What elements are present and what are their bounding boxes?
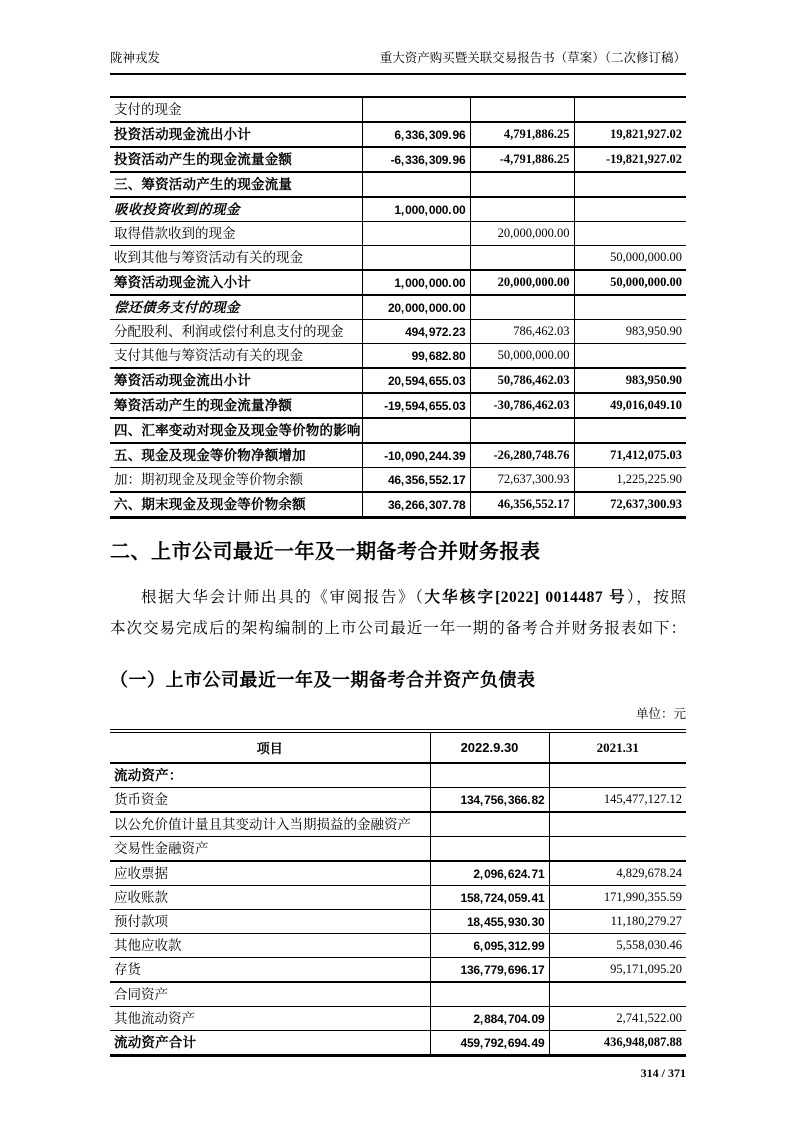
value-2022 <box>430 837 549 862</box>
row-label: 应收账款 <box>110 886 430 910</box>
table-row <box>110 147 686 172</box>
row-label: 货币资金 <box>110 788 430 813</box>
paragraph-text: 根据大华会计师出具的《审阅报告》（ <box>141 589 425 606</box>
row-label: 分配股利、利润或偿付利息支付的现金 <box>110 320 362 344</box>
row-label: 六、期末现金及现金等价物余额 <box>110 492 362 518</box>
row-label: 取得借款收到的现金 <box>110 222 362 246</box>
value-col1: -6, 336, 309. 96 <box>362 147 470 172</box>
value-col3: 19,821,927.02 <box>574 122 686 147</box>
value-col2: 4,791,886.25 <box>470 122 574 147</box>
row-label: 其他应收款 <box>110 934 430 958</box>
value-col2: -30,786,462.03 <box>470 393 574 418</box>
table-row <box>110 222 686 246</box>
value-2021: 4,829,678.24 <box>549 861 686 886</box>
table-row <box>110 443 686 468</box>
value-2022 <box>430 982 549 1007</box>
value-2022: 2, 096, 624. 71 <box>430 861 549 886</box>
value-col2: 20,000,000.00 <box>470 270 574 295</box>
table-row <box>110 910 686 934</box>
table-row <box>110 788 686 813</box>
value-col1 <box>362 222 470 246</box>
value-col3 <box>574 222 686 246</box>
value-col3: 983,950.90 <box>574 368 686 393</box>
value-2021 <box>549 982 686 1007</box>
table-row <box>110 837 686 862</box>
row-label: 其他流动资产 <box>110 1007 430 1031</box>
row-label: 投资活动现金流出小计 <box>110 122 362 147</box>
row-label: 投资活动产生的现金流量金额 <box>110 147 362 172</box>
value-2021 <box>549 837 686 862</box>
row-label: 筹资活动现金流入小计 <box>110 270 362 295</box>
row-label: 吸收投资收到的现金 <box>110 197 362 222</box>
value-col1: 20, 594, 655. 03 <box>362 368 470 393</box>
value-col1: 99, 682. 80 <box>362 344 470 369</box>
value-2021: 5,558,030.46 <box>549 934 686 958</box>
column-header-2021: 2021.31 <box>549 731 686 763</box>
row-label: 加：期初现金及现金等价物余额 <box>110 468 362 493</box>
paragraph-line-2: 本次交易完成后的架构编制的上市公司最近一年一期的备考合并财务报表如下： <box>110 620 686 637</box>
value-2021 <box>549 763 686 788</box>
table-row-section <box>110 418 686 443</box>
unit-note: 单位：元 <box>635 707 686 721</box>
table-row <box>110 270 686 295</box>
table-row <box>110 982 686 1007</box>
value-col2: 50,000,000.00 <box>470 344 574 369</box>
table-row-section <box>110 763 686 788</box>
value-col2: 46,356,552.17 <box>470 492 574 518</box>
table-row <box>110 122 686 147</box>
value-2022 <box>430 763 549 788</box>
row-label: 三、筹资活动产生的现金流量 <box>110 172 362 197</box>
table-row <box>110 295 686 320</box>
row-label: 流动资产合计 <box>110 1031 430 1056</box>
value-2021: 95,171,095.20 <box>549 958 686 983</box>
table-row <box>110 468 686 493</box>
value-2022: 2, 884, 704. 09 <box>430 1007 549 1031</box>
value-col3: 983,950.90 <box>574 320 686 344</box>
report-number-bold: 大华核字[2022] 0014487 号 <box>424 589 627 606</box>
value-col2: -26,280,748.76 <box>470 443 574 468</box>
value-col2: 786,462.03 <box>470 320 574 344</box>
table-row <box>110 934 686 958</box>
value-col3 <box>574 197 686 222</box>
value-col1: 494, 972. 23 <box>362 320 470 344</box>
table-row <box>110 320 686 344</box>
value-col2 <box>470 172 574 197</box>
value-2022: 6, 095, 312. 99 <box>430 934 549 958</box>
section-heading: 二、上市公司最近一年及一期备考合并财务报表 <box>110 541 541 563</box>
value-col1 <box>362 97 470 122</box>
value-2022: 158, 724, 059. 41 <box>430 886 549 910</box>
table-row <box>110 812 686 837</box>
row-label: 流动资产： <box>110 763 430 788</box>
header-company-name: 陇神戎发 <box>110 51 161 65</box>
value-col1 <box>362 172 470 197</box>
column-header-item: 项目 <box>110 731 430 763</box>
value-col1: -10, 090, 244. 39 <box>362 443 470 468</box>
row-label: 支付的现金 <box>110 97 362 122</box>
value-2021 <box>549 812 686 837</box>
row-label: 应收票据 <box>110 861 430 886</box>
row-label: 交易性金融资产 <box>110 837 430 862</box>
value-col1: 36, 266, 307. 78 <box>362 492 470 518</box>
table-row <box>110 861 686 886</box>
value-col3: 1,225,225.90 <box>574 468 686 493</box>
value-col3 <box>574 295 686 320</box>
value-col3 <box>574 97 686 122</box>
row-label: 偿还债务支付的现金 <box>110 295 362 320</box>
value-2021: 2,741,522.00 <box>549 1007 686 1031</box>
value-col1 <box>362 246 470 271</box>
value-col3: 50,000,000.00 <box>574 270 686 295</box>
value-col2 <box>470 418 574 443</box>
value-col1: 46, 356, 552. 17 <box>362 468 470 493</box>
value-col3 <box>574 344 686 369</box>
value-2022: 18, 455, 930. 30 <box>430 910 549 934</box>
document-header <box>110 0 686 75</box>
value-col2: 50,786,462.03 <box>470 368 574 393</box>
row-label: 以公允价值计量且其变动计入当期损益的金融资产 <box>110 812 430 837</box>
page-number: 314 / 371 <box>640 1066 686 1080</box>
value-col2 <box>470 97 574 122</box>
value-col3: 71,412,075.03 <box>574 443 686 468</box>
row-label: 五、现金及现金等价物净额增加 <box>110 443 362 468</box>
value-col3: 49,016,049.10 <box>574 393 686 418</box>
value-col3: -19,821,927.02 <box>574 147 686 172</box>
value-col1: 20, 000, 000. 00 <box>362 295 470 320</box>
row-label: 预付款项 <box>110 910 430 934</box>
row-label: 四、汇率变动对现金及现金等价物的影响 <box>110 418 362 443</box>
table-row <box>110 886 686 910</box>
value-2022: 136, 779, 696. 17 <box>430 958 549 983</box>
table-row <box>110 1007 686 1031</box>
value-2021: 145,477,127.12 <box>549 788 686 813</box>
value-col1: -19, 594, 655. 03 <box>362 393 470 418</box>
balance-sheet-table <box>110 729 686 1057</box>
row-label: 收到其他与筹资活动有关的现金 <box>110 246 362 271</box>
value-2022: 459, 792, 694. 49 <box>430 1031 549 1056</box>
value-col2: 20,000,000.00 <box>470 222 574 246</box>
column-header-2022: 2022.9.30 <box>430 731 549 763</box>
value-2021: 11,180,279.27 <box>549 910 686 934</box>
value-col1: 1, 000, 000. 00 <box>362 197 470 222</box>
table-row <box>110 492 686 518</box>
value-2021: 436,948,087.88 <box>549 1031 686 1056</box>
value-col2 <box>470 197 574 222</box>
value-col1: 1, 000, 000. 00 <box>362 270 470 295</box>
value-col2: 72,637,300.93 <box>470 468 574 493</box>
table-row <box>110 97 686 122</box>
table-header-row <box>110 731 686 763</box>
page-content <box>110 0 686 1081</box>
value-col3: 72,637,300.93 <box>574 492 686 518</box>
value-col1: 6, 336, 309. 96 <box>362 122 470 147</box>
value-col1 <box>362 418 470 443</box>
value-2022 <box>430 812 549 837</box>
value-2021: 171,990,355.59 <box>549 886 686 910</box>
row-label: 存货 <box>110 958 430 983</box>
table-row <box>110 958 686 983</box>
table-row <box>110 344 686 369</box>
row-label: 合同资产 <box>110 982 430 1007</box>
row-label: 支付其他与筹资活动有关的现金 <box>110 344 362 369</box>
value-2022: 134, 756, 366. 82 <box>430 788 549 813</box>
table-row <box>110 393 686 418</box>
value-col2 <box>470 295 574 320</box>
subsection-heading: （一）上市公司最近一年及一期备考合并资产负债表 <box>110 670 536 690</box>
table-row-section <box>110 172 686 197</box>
value-col3: 50,000,000.00 <box>574 246 686 271</box>
header-document-title: 重大资产购买暨关联交易报告书（草案）（二次修订稿） <box>379 51 686 65</box>
table-row <box>110 246 686 271</box>
cashflow-table <box>110 96 686 519</box>
row-label: 筹资活动现金流出小计 <box>110 368 362 393</box>
table-row <box>110 368 686 393</box>
paragraph-text: ），按照 <box>626 589 686 606</box>
body-paragraph <box>110 582 686 644</box>
table-row <box>110 197 686 222</box>
paragraph-line-1 <box>110 582 686 613</box>
value-col3 <box>574 172 686 197</box>
value-col2: -4,791,886.25 <box>470 147 574 172</box>
value-col2 <box>470 246 574 271</box>
table-row-total <box>110 1031 686 1056</box>
value-col3 <box>574 418 686 443</box>
row-label: 筹资活动产生的现金流量净额 <box>110 393 362 418</box>
